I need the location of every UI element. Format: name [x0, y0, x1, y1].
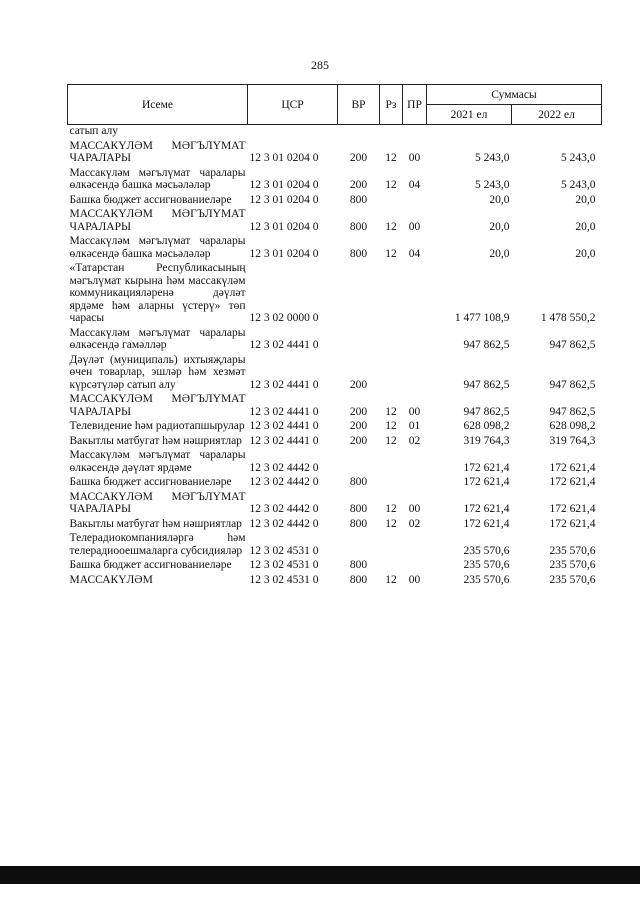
row-csr: 12 3 02 4441 0 — [249, 420, 319, 432]
row-csr: 12 3 01 0204 0 — [249, 193, 319, 206]
row-rz: 12 — [385, 247, 397, 260]
row-pr: 04 — [408, 247, 421, 260]
row-name: Массакүләм мәгълүмат чаралары өлкәсендә дәүләт ярдәме — [69, 449, 246, 474]
table-row — [68, 420, 602, 435]
row-pr — [403, 354, 427, 394]
table-row — [68, 518, 602, 533]
row-sum-2022: 172 621,4 — [549, 517, 596, 530]
header-vr: ВР — [338, 85, 380, 125]
row-csr: 12 3 02 4441 0 — [249, 339, 319, 351]
header-year-2021: 2021 ел — [427, 105, 512, 125]
row-sum-2022: 5 243,0 — [561, 179, 596, 191]
row-csr: 12 3 02 4531 0 — [249, 573, 319, 586]
row-sum-2021: 172 621,4 — [463, 517, 510, 530]
table-row — [68, 140, 602, 167]
row-vr — [338, 532, 380, 559]
row-rz: 12 — [385, 434, 397, 447]
row-sum-2022: 172 621,4 — [549, 461, 596, 474]
row-pr — [403, 262, 427, 327]
row-sum-2021: 1 477 108,9 — [454, 312, 510, 324]
row-csr: 12 3 01 0204 0 — [249, 247, 319, 260]
row-vr: 200 — [349, 378, 368, 391]
row-sum-2021: 20,0 — [489, 220, 510, 233]
page-number: 285 — [311, 58, 329, 72]
row-pr — [403, 194, 427, 209]
row-sum-2021: 172 621,4 — [463, 476, 510, 488]
row-sum-2021: 319 764,3 — [463, 434, 510, 447]
row-pr: 01 — [408, 420, 421, 432]
row-csr: 12 3 01 0204 0 — [249, 220, 319, 233]
row-pr: 00 — [408, 220, 421, 233]
row-rz — [380, 262, 403, 327]
row-csr: 12 3 02 4531 0 — [249, 544, 319, 557]
row-sum-2021: 20,0 — [489, 193, 510, 206]
row-sum-2021: 172 621,4 — [463, 503, 510, 515]
row-rz: 12 — [385, 179, 397, 191]
row-name: Вакытлы матбугат һәм нәшриятлар — [69, 517, 242, 530]
row-pr — [403, 449, 427, 476]
row-vr: 200 — [349, 405, 368, 418]
row-sum-2022: 947 862,5 — [549, 405, 596, 418]
table-row — [68, 167, 602, 194]
row-rz: 12 — [385, 503, 397, 515]
row-name: Массакүләм мәгълүмат чаралары өлкәсендә башка мәсьәләләр — [69, 166, 246, 191]
row-csr: 12 3 02 4441 0 — [249, 434, 319, 447]
row-pr: 00 — [408, 405, 421, 418]
row-csr — [248, 125, 338, 140]
row-name: МАССАКҮЛӘМ МӘГЪЛҮМАТ ЧАРАЛАРЫ — [69, 490, 246, 515]
row-pr: 02 — [408, 434, 421, 447]
row-pr — [403, 559, 427, 574]
row-sum-2022: 172 621,4 — [549, 476, 596, 488]
row-pr: 02 — [408, 517, 421, 530]
row-vr: 800 — [349, 476, 368, 488]
row-vr: 200 — [349, 420, 368, 432]
row-vr: 800 — [349, 220, 368, 233]
row-sum-2022: 947 862,5 — [549, 378, 596, 391]
table-row — [68, 262, 602, 327]
table-row — [68, 476, 602, 491]
row-sum-2021: 172 621,4 — [463, 461, 510, 474]
row-sum-2021: 20,0 — [489, 247, 510, 260]
row-csr: 12 3 02 0000 0 — [249, 312, 319, 324]
row-rz — [380, 125, 403, 140]
row-sum-2021: 235 570,6 — [463, 573, 510, 586]
scan-bottom-bar — [0, 866, 640, 884]
table-row — [68, 435, 602, 450]
row-vr: 800 — [349, 573, 368, 586]
table-row — [68, 125, 602, 140]
header-year-2022: 2022 ел — [512, 105, 602, 125]
row-pr — [403, 125, 427, 140]
table-row — [68, 208, 602, 235]
row-vr: 800 — [349, 247, 368, 260]
row-name: Башка бюджет ассигнованиеләре — [69, 476, 232, 488]
row-vr: 800 — [349, 503, 368, 515]
row-sum-2022: 5 243,0 — [561, 152, 596, 164]
row-sum-2021: 947 862,5 — [463, 378, 510, 391]
row-sum-2022: 235 570,6 — [549, 559, 596, 571]
row-sum-2021: 235 570,6 — [463, 544, 510, 557]
row-rz — [380, 559, 403, 574]
row-csr: 12 3 02 4441 0 — [249, 378, 319, 391]
row-rz: 12 — [385, 517, 397, 530]
row-sum-2021 — [427, 125, 512, 140]
row-sum-2022: 20,0 — [575, 247, 596, 260]
row-rz: 12 — [385, 405, 397, 418]
row-sum-2022: 1 478 550,2 — [540, 312, 596, 324]
row-sum-2022: 947 862,5 — [549, 339, 596, 351]
row-vr — [338, 125, 380, 140]
row-rz: 12 — [385, 420, 397, 432]
row-pr: 04 — [408, 179, 421, 191]
table-body — [68, 125, 602, 589]
row-sum-2022: 20,0 — [575, 193, 596, 206]
row-vr — [338, 262, 380, 327]
row-pr: 00 — [408, 152, 421, 164]
header-rz: Рз — [380, 85, 403, 125]
row-sum-2021: 947 862,5 — [463, 405, 510, 418]
row-name: Башка бюджет ассигнованиеләре — [69, 193, 232, 206]
row-name: Вакытлы матбугат һәм нәшриятлар — [69, 434, 242, 447]
row-name: Дәүләт (муниципаль) ихтыяҗлары өчен товарлар, эшләр һәм хезмәт күрсәтүләр сатып алу — [69, 353, 246, 391]
header-pr: ПР — [403, 85, 427, 125]
row-vr: 200 — [349, 179, 368, 191]
row-vr: 200 — [349, 434, 368, 447]
row-pr — [403, 327, 427, 354]
row-name: Телерадиокомпанияләргә һәм телерадиооешмаларга субсидияләр — [69, 532, 246, 557]
row-rz — [380, 532, 403, 559]
row-rz: 12 — [385, 152, 397, 164]
row-vr: 800 — [349, 193, 368, 206]
row-csr: 12 3 02 4442 0 — [249, 476, 319, 488]
row-name: сатып алу — [69, 125, 119, 137]
table-row — [68, 449, 602, 476]
row-csr: 12 3 02 4442 0 — [249, 503, 319, 515]
row-rz — [380, 194, 403, 209]
row-rz: 12 — [385, 220, 397, 233]
row-pr: 00 — [408, 573, 421, 586]
budget-table — [67, 84, 602, 588]
row-csr: 12 3 02 4441 0 — [249, 405, 319, 418]
row-sum-2022: 235 570,6 — [549, 573, 596, 586]
table-row — [68, 354, 602, 394]
row-sum-2021: 628 098,2 — [463, 420, 510, 432]
table-row — [68, 194, 602, 209]
row-name: Телевидение һәм радиотапшырулар — [69, 420, 245, 432]
row-vr: 200 — [349, 152, 368, 164]
header-csr: ЦСР — [248, 85, 338, 125]
row-csr: 12 3 02 4442 0 — [249, 461, 319, 474]
row-rz — [380, 449, 403, 476]
row-name: Башка бюджет ассигнованиеләре — [69, 559, 232, 571]
row-vr — [338, 449, 380, 476]
row-name: «Татарстан Республикасының мәгълүмат кырына һәм массакүләм коммуникацияләренә дәүләт ярдәме һәм аларны үстерү» төп чарасы — [69, 262, 246, 324]
header-sums: Суммасы — [427, 85, 602, 105]
row-pr — [403, 476, 427, 491]
row-name: Массакүләм мәгълүмат чаралары өлкәсендә гамәлләр — [69, 326, 246, 351]
row-pr — [403, 532, 427, 559]
row-vr — [338, 327, 380, 354]
row-sum-2022: 319 764,3 — [549, 434, 596, 447]
row-sum-2022: 172 621,4 — [549, 503, 596, 515]
row-vr: 800 — [349, 559, 368, 571]
row-name: МАССАКҮЛӘМ МӘГЪЛҮМАТ ЧАРАЛАРЫ — [69, 393, 246, 418]
row-sum-2022: 628 098,2 — [549, 420, 596, 432]
row-csr: 12 3 01 0204 0 — [249, 152, 319, 164]
table-row — [68, 235, 602, 262]
table-row — [68, 393, 602, 420]
row-csr: 12 3 01 0204 0 — [249, 179, 319, 191]
row-name: МАССАКҮЛӘМ МӘГЪЛҮМАТ ЧАРАЛАРЫ — [69, 208, 246, 233]
row-csr: 12 3 02 4442 0 — [249, 517, 319, 530]
row-sum-2022: 20,0 — [575, 220, 596, 233]
row-sum-2021: 235 570,6 — [463, 559, 510, 571]
row-name: МАССАКҮЛӘМ — [69, 573, 153, 586]
table-row — [68, 327, 602, 354]
row-sum-2022 — [512, 125, 602, 140]
row-rz: 12 — [385, 573, 397, 586]
table-row — [68, 491, 602, 518]
row-sum-2021: 5 243,0 — [475, 179, 510, 191]
table-row — [68, 574, 602, 589]
row-vr: 800 — [349, 517, 368, 530]
table-row — [68, 559, 602, 574]
row-sum-2021: 5 243,0 — [475, 152, 510, 164]
row-name: МАССАКҮЛӘМ МӘГЪЛҮМАТ ЧАРАЛАРЫ — [69, 139, 246, 164]
row-pr: 00 — [408, 503, 421, 515]
row-rz — [380, 476, 403, 491]
row-sum-2022: 235 570,6 — [549, 544, 596, 557]
header-name: Исеме — [68, 85, 248, 125]
row-csr: 12 3 02 4531 0 — [249, 559, 319, 571]
row-name: Массакүләм мәгълүмат чаралары өлкәсендә башка мәсьәләләр — [69, 235, 246, 260]
row-sum-2021: 947 862,5 — [463, 339, 510, 351]
row-rz — [380, 327, 403, 354]
row-rz — [380, 354, 403, 394]
table-row — [68, 532, 602, 559]
